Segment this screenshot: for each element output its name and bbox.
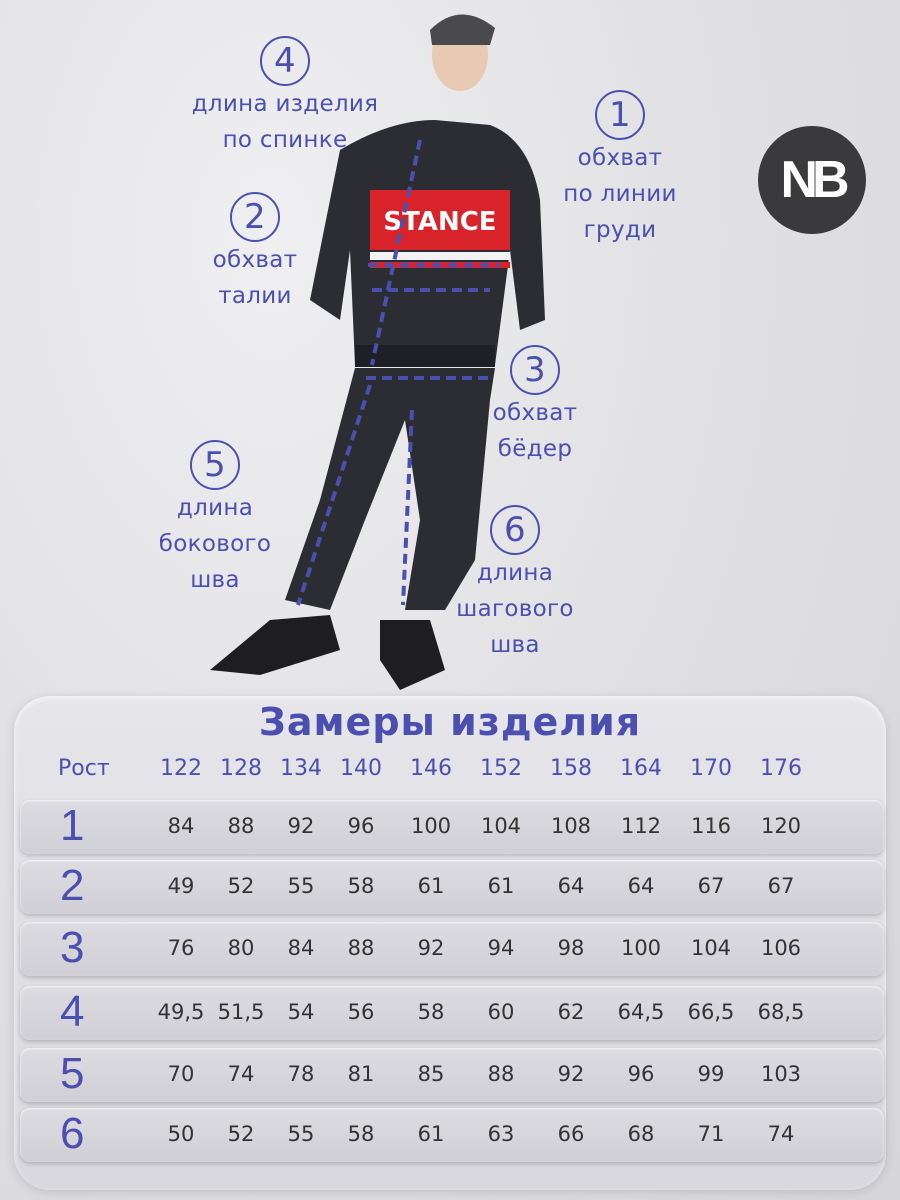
size-header-3: 140 [340, 756, 382, 781]
callout-5-number: 5 [190, 440, 240, 490]
size-header-1: 128 [220, 756, 262, 781]
size-header-4: 146 [410, 756, 452, 781]
table-cell: 62 [557, 1000, 585, 1024]
callout-6-line-2: шагового [456, 596, 574, 622]
table-cell: 56 [347, 1000, 375, 1024]
table-cell: 85 [417, 1062, 445, 1086]
size-header-5: 152 [480, 756, 522, 781]
table-cell: 92 [417, 936, 445, 960]
table-cell: 112 [620, 814, 662, 838]
table-cell: 96 [347, 814, 375, 838]
table-cell: 104 [480, 814, 522, 838]
table-cell: 88 [347, 936, 375, 960]
table-cell: 60 [487, 1000, 515, 1024]
header-height-label: Рост [58, 756, 110, 781]
table-cell: 71 [697, 1122, 725, 1146]
table-cell: 108 [550, 814, 592, 838]
table-cell: 92 [287, 814, 315, 838]
callout-2-line-1: обхват [212, 247, 298, 273]
table-cell: 70 [167, 1062, 195, 1086]
size-header-7: 164 [620, 756, 662, 781]
table-cell: 78 [287, 1062, 315, 1086]
callout-6-number: 6 [490, 505, 540, 555]
table-cell: 55 [287, 1122, 315, 1146]
table-cell: 98 [557, 936, 585, 960]
table-cell: 94 [487, 936, 515, 960]
size-header-0: 122 [160, 756, 202, 781]
table-cell: 68,5 [757, 1000, 805, 1024]
callout-3-line-1: обхват [492, 400, 578, 426]
table-cell: 68 [627, 1122, 655, 1146]
table-cell: 74 [767, 1122, 795, 1146]
table-cell: 66,5 [687, 1000, 735, 1024]
callout-6-line-1: длина [476, 560, 554, 586]
table-cell: 100 [410, 814, 452, 838]
table-cell: 103 [760, 1062, 802, 1086]
callout-4 [170, 36, 400, 158]
table-cell: 52 [227, 874, 255, 898]
table-cell: 61 [417, 1122, 445, 1146]
callout-3-line-2: бёдер [497, 436, 573, 462]
table-cell: 76 [167, 936, 195, 960]
callout-1-number: 1 [595, 90, 645, 140]
callout-2-number: 2 [230, 192, 280, 242]
table-cell: 52 [227, 1122, 255, 1146]
callout-2-line-2: талии [218, 283, 292, 309]
table-cell: 66 [557, 1122, 585, 1146]
size-header-6: 158 [550, 756, 592, 781]
table-cell: 84 [287, 936, 315, 960]
size-header-9: 176 [760, 756, 802, 781]
table-cell: 104 [690, 936, 732, 960]
row-label: 4 [60, 987, 85, 1036]
table-cell: 92 [557, 1062, 585, 1086]
callout-3-number: 3 [510, 345, 560, 395]
table-cell: 58 [347, 874, 375, 898]
table-cell: 58 [417, 1000, 445, 1024]
table-cell: 55 [287, 874, 315, 898]
table-cell: 74 [227, 1062, 255, 1086]
table-cell: 64,5 [617, 1000, 665, 1024]
callout-4-number: 4 [260, 36, 310, 86]
table-cell: 61 [417, 874, 445, 898]
row-label: 3 [60, 923, 85, 972]
callout-2 [190, 192, 320, 314]
table-cell: 67 [767, 874, 795, 898]
callout-1 [540, 90, 700, 248]
table-cell: 88 [487, 1062, 515, 1086]
table-cell: 54 [287, 1000, 315, 1024]
table-cell: 106 [760, 936, 802, 960]
table-cell: 120 [760, 814, 802, 838]
table-cell: 63 [487, 1122, 515, 1146]
table-cell: 67 [697, 874, 725, 898]
callout-6 [450, 505, 580, 663]
table-cell: 88 [227, 814, 255, 838]
callout-5-line-1: длина [176, 495, 254, 521]
table-cell: 80 [227, 936, 255, 960]
table-cell: 58 [347, 1122, 375, 1146]
row-label: 1 [60, 801, 85, 850]
callout-4-line-1: длина изделия [191, 91, 379, 117]
callout-4-line-2: по спинке [222, 127, 348, 153]
row-label: 5 [60, 1049, 85, 1098]
table-cell: 61 [487, 874, 515, 898]
table-cell: 64 [627, 874, 655, 898]
table-cell: 84 [167, 814, 195, 838]
callout-6-line-3: шва [490, 632, 540, 658]
table-cell: 96 [627, 1062, 655, 1086]
callout-1-line-1: обхват [577, 145, 663, 171]
brand-logo: NB [758, 126, 866, 234]
callout-3 [470, 345, 600, 467]
row-label: 2 [60, 861, 85, 910]
callout-5 [140, 440, 290, 598]
table-cell: 99 [697, 1062, 725, 1086]
jacket-print: STANCE [383, 207, 497, 237]
size-header-2: 134 [280, 756, 322, 781]
table-cell: 100 [620, 936, 662, 960]
table-cell: 64 [557, 874, 585, 898]
callout-5-line-2: бокового [158, 531, 272, 557]
callout-1-line-2: по линии [563, 181, 677, 207]
table-cell: 81 [347, 1062, 375, 1086]
table-title: Замеры изделия [258, 700, 642, 744]
table-cell: 51,5 [217, 1000, 265, 1024]
table-cell: 49 [167, 874, 195, 898]
row-label: 6 [60, 1109, 85, 1158]
table-cell: 50 [167, 1122, 195, 1146]
size-header-8: 170 [690, 756, 732, 781]
callout-5-line-3: шва [190, 567, 240, 593]
table-cell: 116 [690, 814, 732, 838]
table-cell: 49,5 [157, 1000, 205, 1024]
callout-1-line-3: груди [583, 217, 657, 243]
